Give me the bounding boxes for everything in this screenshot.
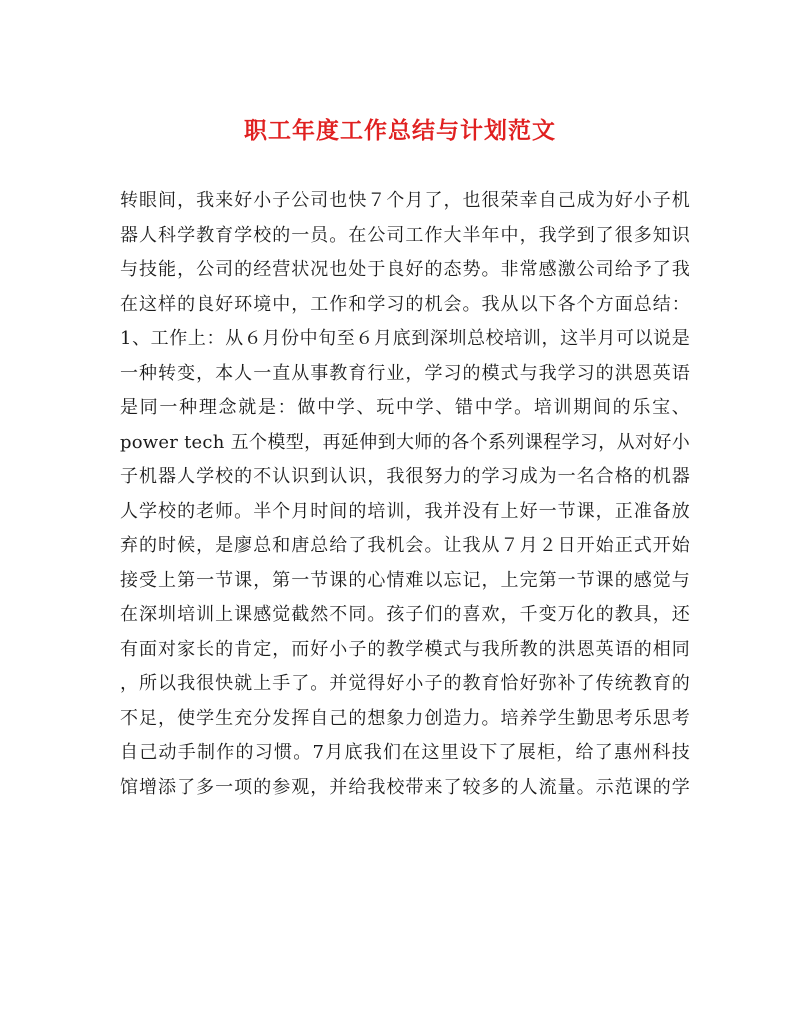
body-line: 人学校的老师。半个月时间的培训，我并没有上好一节课，正准备放 [120,500,690,522]
body-line: 与技能，公司的经营状况也处于良好的态势。非常感激公司给予了我 [120,259,690,280]
body-line: 在深圳培训上课感觉截然不同。孩子们的喜欢，千变万化的教具，还 [120,604,690,625]
body-line: 自己动手制作的习惯。7月底我们在这里设下了展柜，给了惠州科技 [120,742,690,763]
body-line: power tech 五个模型，再延伸到大师的各个系列课程学习，从对好小 [120,431,690,453]
document-title: 职工年度工作总结与计划范文 [244,117,556,144]
body-line: 馆增添了多一项的参观，并给我校带来了较多的人流量。示范课的学 [120,776,690,798]
body-line: 接受上第一节课，第一节课的心情难以忘记，上完第一节课的感觉与 [120,569,690,591]
body-line: 不足，使学生充分发挥自己的想象力创造力。培养学生勤思考乐思考 [120,707,690,729]
body-line: 在这样的良好环境中，工作和学习的机会。我从以下各个方面总结： [120,293,690,315]
body-line: 是同一种理念就是：做中学、玩中学、错中学。培训期间的乐宝、 [120,397,690,418]
body-line: 器人科学教育学校的一员。在公司工作大半年中，我学到了很多知识 [120,224,690,246]
body-line: 一种转变，本人一直从事教育行业，学习的模式与我学习的洪恩英语 [120,362,690,384]
document-body [120,184,690,805]
body-line: 转眼间，我来好小子公司也快７个月了，也很荣幸自己成为好小子机 [120,190,690,211]
body-line: 1、工作上：从６月份中旬至６月底到深圳总校培训，这半月可以说是 [120,328,690,349]
body-line: 弃的时候，是廖总和唐总给了我机会。让我从７月２日开始正式开始 [120,535,690,556]
body-line: 子机器人学校的不认识到认识，我很努力的学习成为一名合格的机器 [120,466,690,487]
body-line: 有面对家长的肯定，而好小子的教学模式与我所教的洪恩英语的相同 [120,638,690,660]
body-line: ，所以我很快就上手了。并觉得好小子的教育恰好弥补了传统教育的 [120,673,690,694]
